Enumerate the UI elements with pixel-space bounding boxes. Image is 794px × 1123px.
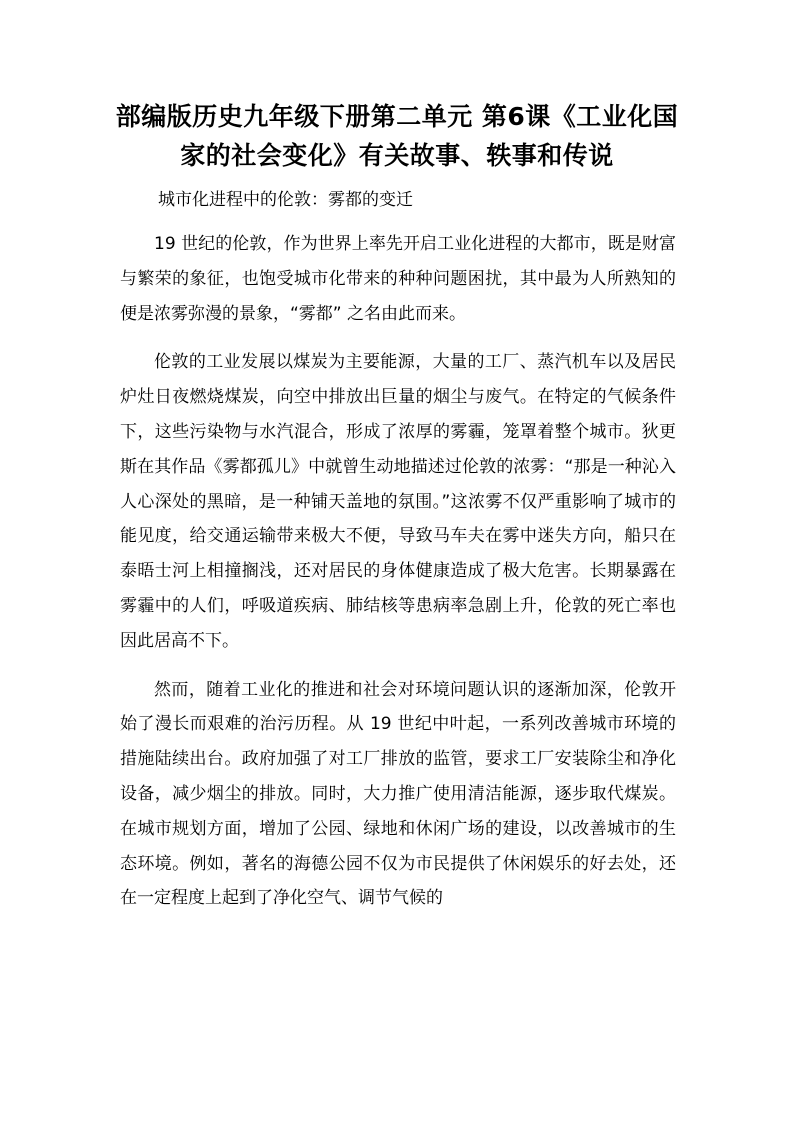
section-subtitle: 城市化进程中的伦敦：雾都的变迁	[158, 190, 413, 210]
paragraph: 然而，随着工业化的推进和社会对环境问题认识的逐渐加深，伦敦开始了漫长而艰难的治污历程。从 19 世纪中叶起，一系列改善城市环境的措施陆续出台。政府加强了对工厂排放的监管，要求工厂安装除尘和净化设备，减少烟尘的排放。同时，大力推广使用清洁能源，逐步取代煤炭。在城市规划方面，增加了公园、绿地和休闲广场的建设，以改善城市的生态环境。例如，著名的海德公园不仅为市民提供了休闲娱乐的好去处，还在一定程度上起到了净化空气、调节气候的	[120, 679, 676, 909]
paragraph: 19 世纪的伦敦，作为世界上率先开启工业化进程的大都市，既是财富与繁荣的象征，也饱受城市化带来的种种问题困扰，其中最为人所熟知的便是浓雾弥漫的景象，“雾都” 之名由此而来。	[120, 234, 676, 324]
document-title-line-1: 部编版历史九年级下册第二单元 第6课《工业化国	[115, 102, 679, 131]
body-text	[120, 227, 676, 916]
document-title-line-2: 家的社会变化》有关故事、轶事和传说	[180, 141, 614, 170]
paragraph: 伦敦的工业发展以煤炭为主要能源，大量的工厂、蒸汽机车以及居民炉灶日夜燃烧煤炭，向空中排放出巨量的烟尘与废气。在特定的气候条件下，这些污染物与水汽混合，形成了浓厚的雾霾，笼罩着整个城市。狄更斯在其作品《雾都孤儿》中就曾生动地描述过伦敦的浓雾：“那是一种沁入人心深处的黑暗，是一种铺天盖地的氛围。”这浓雾不仅严重影响了城市的能见度，给交通运输带来极大不便，导致马车夫在雾中迷失方向，船只在泰晤士河上相撞搁浅，还对居民的身体健康造成了极大危害。长期暴露在雾霾中的人们，呼吸道疾病、肺结核等患病率急剧上升，伦敦的死亡率也因此居高不下。	[120, 352, 676, 651]
